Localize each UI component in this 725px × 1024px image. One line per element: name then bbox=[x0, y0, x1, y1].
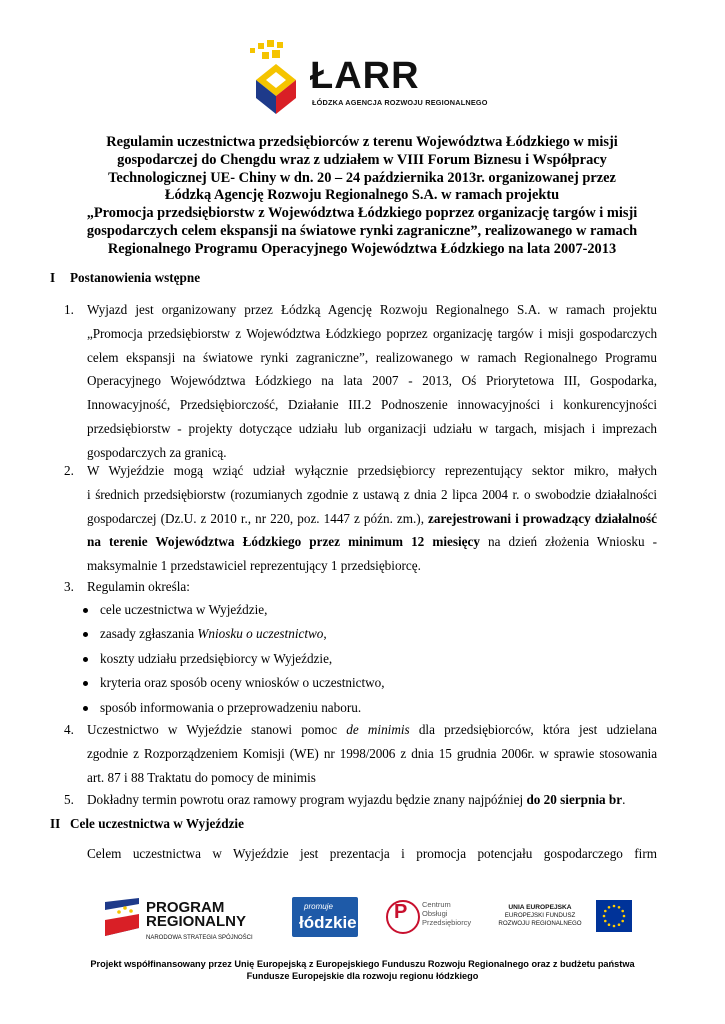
eu-flag-icon bbox=[596, 900, 632, 932]
title-line: Łódzką Agencję Rozwoju Regionalnego S.A. w ramach projektu bbox=[164, 187, 560, 204]
pr-text: PROGRAM bbox=[146, 899, 225, 916]
title-line: Technologicznej UE- Chiny w dn. 20 – 24 października 2013r. organizowanej przez bbox=[108, 169, 616, 186]
text-line bbox=[64, 530, 657, 554]
larr-logo-subtitle: ŁÓDZKA AGENCJA ROZWOJU REGIONALNEGO bbox=[312, 98, 488, 107]
section-heading-2 bbox=[50, 816, 244, 832]
footer-note-line: Projekt współfinansowany przez Unię Europejską z Europejskiego Funduszu Rozwoju Regionalnego oraz z budżetu państwa bbox=[90, 959, 635, 969]
larr-logo-icon bbox=[248, 40, 306, 114]
list-item-1 bbox=[64, 298, 657, 465]
title-line: gospodarczej do Chengdu wraz z udziałem w VIII Forum Biznesu i Współpracy bbox=[117, 151, 607, 168]
cop-line: Centrum bbox=[422, 900, 451, 909]
bullet-item bbox=[80, 598, 385, 622]
bullet-list bbox=[80, 598, 385, 720]
text-fragment: Dokładny termin powrotu oraz ramowy program wyjazdu będzie znany najpóźniej bbox=[87, 792, 524, 807]
list-item-number: 2. bbox=[64, 463, 74, 478]
text-line bbox=[64, 718, 657, 742]
bullet-text: koszty udziału przedsiębiorcy w Wyjeździe, bbox=[100, 650, 333, 666]
bullet-item bbox=[80, 647, 385, 671]
title-line: Regulamin uczestnictwa przedsiębiorców z terenu Województwa Łódzkiego w misji bbox=[106, 134, 618, 150]
program-regionalny-flag-icon bbox=[105, 898, 139, 936]
list-item-number: 4. bbox=[64, 722, 74, 737]
list-item-number: 3. bbox=[64, 579, 74, 594]
document-title bbox=[62, 134, 662, 259]
cop-text bbox=[422, 900, 471, 927]
text-line: gospodarczych za granicą. bbox=[87, 444, 227, 460]
bullet-text: , bbox=[323, 626, 327, 642]
text-line: art. 87 i 88 Traktatu do pomocy de minimis bbox=[87, 769, 316, 785]
bullet-icon bbox=[83, 706, 88, 711]
list-item-2 bbox=[64, 459, 657, 578]
eu-text bbox=[490, 904, 590, 928]
centrum-obslugi-logo bbox=[386, 898, 476, 938]
larr-logo-text: ŁARR bbox=[310, 55, 420, 97]
bold-text: do 20 sierpnia br bbox=[526, 792, 623, 807]
text-fragment: dla przedsiębiorców, która jest udzielana bbox=[418, 722, 658, 737]
list-item-number: 5. bbox=[64, 792, 74, 807]
larr-logo bbox=[248, 40, 488, 116]
text-line bbox=[64, 507, 657, 531]
text-line: maksymalnie 1 przedstawiciel reprezentujący 1 przedsiębiorcę. bbox=[87, 558, 421, 574]
section-paragraph: Celem uczestnictwa w Wyjeździe jest prezentacja i promocja potencjału gospodarczego firm bbox=[87, 846, 657, 861]
bullet-text: zasady zgłaszania bbox=[100, 626, 195, 642]
text-line: W Wyjeździe mogą wziąć udział wyłącznie przedsiębiorcy reprezentujący sektor mikro, małych bbox=[87, 463, 657, 478]
text-fragment: . bbox=[622, 792, 626, 807]
promuje-lodzkie-logo bbox=[292, 897, 358, 937]
footer-note bbox=[40, 958, 685, 982]
text-line: Operacyjnego Województwa Łódzkiego na lata 2007 - 2013, Oś Priorytetowa III, Gospodarka, bbox=[87, 373, 657, 389]
text-line: Regulamin określa: bbox=[87, 579, 190, 594]
cop-line: Przedsiębiorcy bbox=[422, 918, 472, 927]
bold-text: na terenie Województwa Łódzkiego przez minimum 12 miesięcy bbox=[87, 534, 480, 550]
lodz-text-big: łódzkie bbox=[299, 913, 357, 932]
section-title: Cele uczestnictwa w Wyjeździe bbox=[70, 816, 244, 831]
pr-text: NARODOWA STRATEGIA SPÓJNOŚCI bbox=[146, 935, 253, 941]
text-line: przedsiębiorstw - projekty dotyczące udziału lub organizacji udziału w targach, misjach i imprezach bbox=[87, 420, 657, 436]
bullet-icon bbox=[83, 681, 88, 686]
section-heading-1 bbox=[50, 270, 200, 286]
lodz-text-small: promuje bbox=[304, 902, 333, 911]
bullet-text: cele uczestnictwa w Wyjeździe, bbox=[100, 602, 268, 617]
section-number: I bbox=[50, 270, 56, 285]
text-line: zgodnie z Rozporządzeniem Komisji (WE) nr 1998/2006 z dnia 15 grudnia 2006r. w sprawie stosowania bbox=[87, 745, 657, 761]
section-number: II bbox=[50, 816, 61, 831]
section-title: Postanowienia wstępne bbox=[70, 270, 201, 285]
bullet-icon bbox=[83, 608, 88, 613]
list-item-5 bbox=[64, 788, 657, 812]
text-line: Wyjazd jest organizowany przez Łódzką Agencję Rozwoju Regionalnego S.A. w ramach projektu bbox=[87, 302, 657, 317]
bullet-item bbox=[80, 671, 385, 695]
bullet-text: sposób informowania o przeprowadzeniu naboru. bbox=[100, 699, 362, 715]
cop-letter-icon: P bbox=[394, 901, 408, 923]
bullet-icon bbox=[83, 632, 88, 637]
eu-logo bbox=[490, 900, 630, 936]
title-line: Regionalnego Programu Operacyjnego Województwa Łódzkiego na lata 2007-2013 bbox=[107, 240, 617, 257]
bullet-item bbox=[80, 696, 385, 720]
cop-line: Obsługi bbox=[422, 909, 448, 918]
title-line: gospodarczych celem ekspansji na światowe rynki zagraniczne”, realizowanego w ramach bbox=[86, 222, 638, 239]
program-regionalny-logo bbox=[100, 892, 280, 944]
text-fragment: na dzień złożenia Wniosku - bbox=[488, 534, 658, 550]
eu-line: ROZWOJU REGIONALNEGO bbox=[498, 920, 582, 927]
list-item-4 bbox=[64, 718, 657, 789]
text-line: celem ekspansji na światowe rynki zagraniczne”, realizowanego w ramach Regionalnego Programu bbox=[87, 349, 657, 365]
list-item-number: 1. bbox=[64, 302, 74, 317]
pr-text: REGIONALNY bbox=[146, 913, 247, 930]
italic-text: de minimis bbox=[346, 722, 410, 737]
bullet-text: kryteria oraz sposób oceny wniosków o uczestnictwo, bbox=[100, 675, 385, 691]
eu-line: UNIA EUROPEJSKA bbox=[508, 904, 572, 911]
italic-text: Wniosku o uczestnictwo bbox=[197, 626, 324, 642]
footer-logos bbox=[100, 880, 640, 956]
bold-text: zarejestrowani i prowadzący działalność bbox=[428, 510, 657, 526]
list-item-3 bbox=[64, 575, 657, 599]
bullet-item bbox=[80, 622, 385, 646]
text-line: i średnich przedsiębiorstw (rozumianych zgodnie z ustawą z dnia 2 lipca 2004 r. o swobodzie działalności bbox=[87, 486, 657, 502]
bullet-icon bbox=[83, 657, 88, 662]
title-line: „Promocja przedsiębiorstw z Województwa Łódzkiego poprzez organizację targów i misji bbox=[86, 205, 638, 222]
text-line bbox=[64, 788, 657, 812]
footer-note-line: Fundusze Europejskie dla rozwoju regionu łódzkiego bbox=[246, 971, 479, 981]
text-line: Innowacyjność, Przedsiębiorczość, Działanie III.2 Podnoszenie innowacyjności i konkurencyjności bbox=[87, 397, 657, 413]
eu-line: EUROPEJSKI FUNDUSZ bbox=[504, 912, 576, 919]
text-fragment: Uczestnictwo w Wyjeździe stanowi pomoc bbox=[87, 722, 338, 737]
text-line: „Promocja przedsiębiorstw z Województwa Łódzkiego poprzez organizację targów i misji gospodarczych bbox=[87, 325, 657, 341]
text-fragment: gospodarczej (Dz.U. z 2010 r., nr 220, poz. 1447 z późn. zm.), bbox=[87, 510, 424, 526]
